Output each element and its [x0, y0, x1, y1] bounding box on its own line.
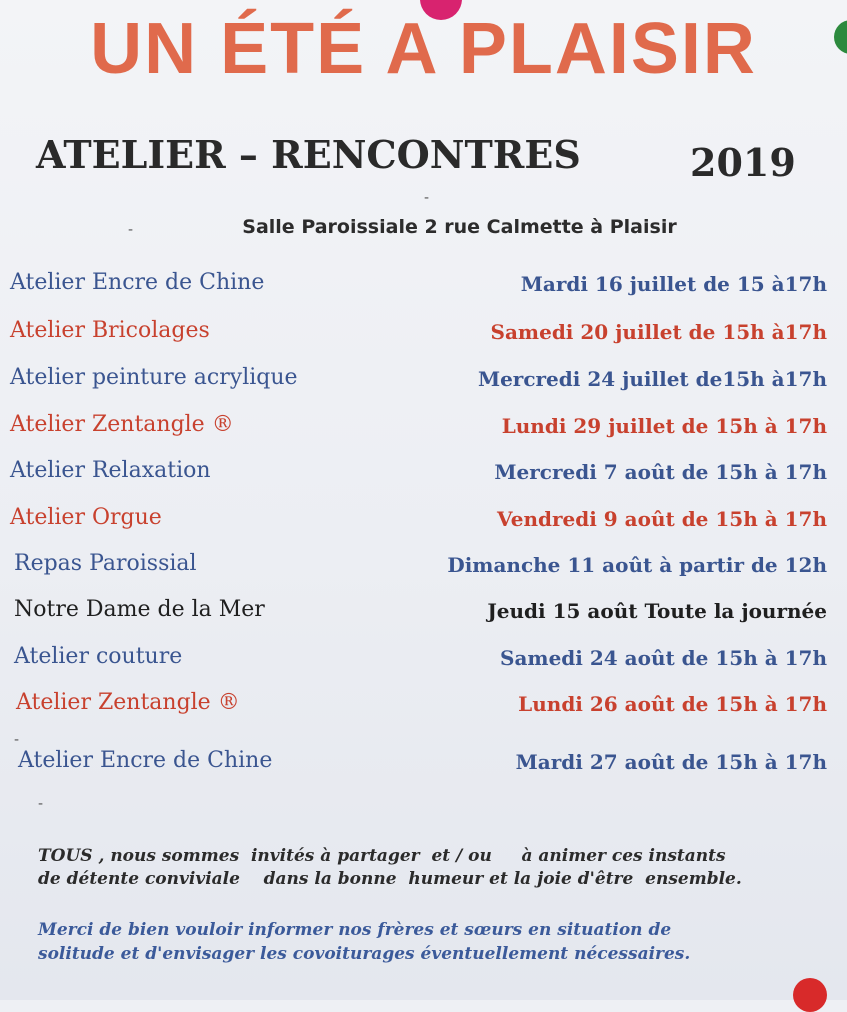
event-row [0, 505, 847, 545]
event-date: Jeudi 15 août Toute la journée [487, 599, 827, 623]
event-row [0, 644, 847, 684]
stray-dash: - [38, 796, 44, 812]
event-date: Mardi 27 août de 15h à 17h [515, 750, 827, 774]
event-row [0, 690, 847, 730]
event-date: Mercredi 7 août de 15h à 17h [494, 460, 827, 484]
event-row [0, 365, 847, 405]
event-name: Repas Paroissial [14, 551, 197, 576]
event-date: Mardi 16 juillet de 15 à17h [520, 272, 827, 296]
event-name: Atelier Encre de Chine [10, 270, 265, 295]
event-row [0, 318, 847, 358]
event-date: Samedi 20 juillet de 15h à17h [490, 320, 827, 344]
venue-address: Salle Paroissiale 2 rue Calmette à Plaisir [242, 216, 677, 238]
event-date: Mercredi 24 juillet de15h à17h [477, 367, 827, 391]
event-date: Dimanche 11 août à partir de 12h [447, 553, 827, 577]
stray-dash: - [14, 732, 20, 748]
event-name: Atelier Relaxation [10, 458, 211, 483]
event-name: Atelier couture [14, 644, 183, 669]
event-name: Atelier Bricolages [10, 318, 210, 343]
event-date: Samedi 24 août de 15h à 17h [500, 646, 827, 670]
event-row [0, 412, 847, 452]
invitation-text [38, 845, 828, 891]
event-name: Atelier Zentangle ® [10, 412, 234, 437]
event-name: Atelier Orgue [10, 505, 162, 530]
event-name: Atelier peinture acrylique [10, 365, 298, 390]
thanks-line: Merci de bien vouloir informer nos frères et sœurs en situation de [38, 920, 672, 940]
event-row [0, 270, 847, 310]
event-row [0, 458, 847, 498]
event-name: Notre Dame de la Mer [14, 597, 265, 622]
thanks-text [38, 918, 798, 966]
stray-dash: - [128, 222, 134, 238]
event-name: Atelier Encre de Chine [18, 748, 273, 773]
event-date: Lundi 26 août de 15h à 17h [518, 692, 827, 716]
event-row [0, 551, 847, 591]
event-row [0, 748, 847, 788]
event-date: Lundi 29 juillet de 15h à 17h [501, 414, 827, 438]
poster-subtitle: ATELIER – RENCONTRES [36, 132, 581, 177]
invitation-line: de détente conviviale dans la bonne humeur et la joie d'être ensemble. [38, 869, 742, 889]
invitation-line: TOUS , nous sommes invités à partager et / ou à animer ces instants [38, 846, 726, 866]
event-name: Atelier Zentangle ® [16, 690, 240, 715]
stray-dash: - [424, 190, 430, 206]
thanks-line: solitude et d'envisager les covoiturages éventuellement nécessaires. [38, 944, 691, 964]
event-date: Vendredi 9 août de 15h à 17h [497, 507, 827, 531]
event-row [0, 597, 847, 637]
poster-year: 2019 [690, 140, 796, 185]
pushpin-red [793, 978, 827, 1012]
poster-title: UN ÉTÉ A PLAISIR [90, 9, 757, 89]
